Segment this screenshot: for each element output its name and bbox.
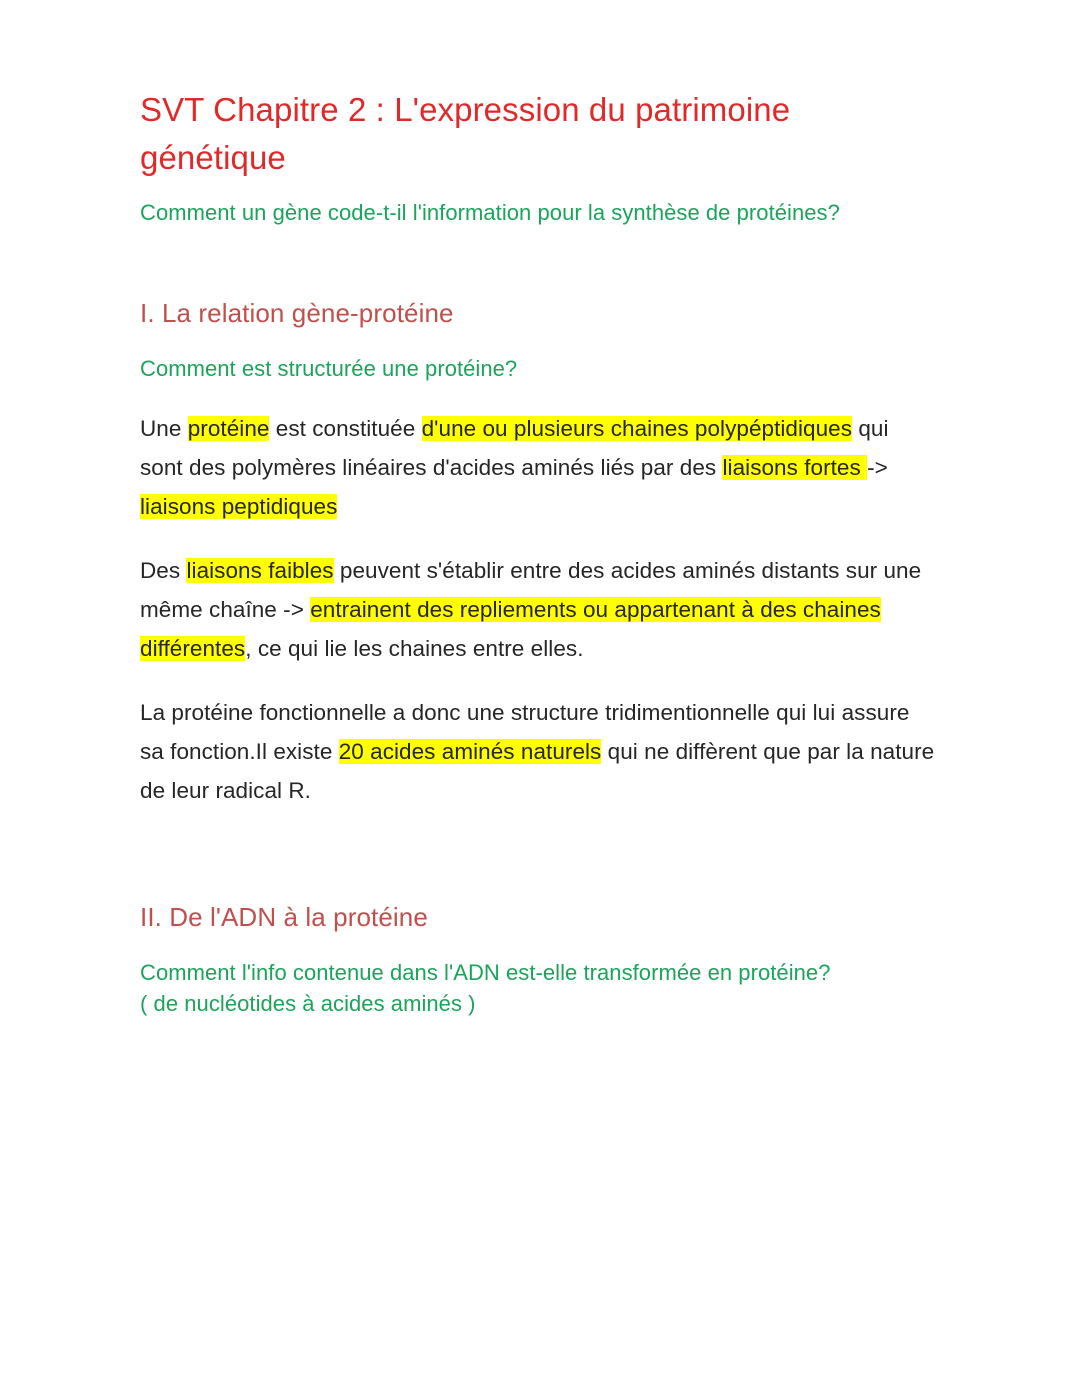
plain-text: peuvent s'établir entre des acides aminés distants sur une même chaîne -> [140, 558, 922, 623]
paragraph-weak-bonds [140, 552, 935, 668]
paragraph-protein-structure [140, 410, 935, 526]
section-relation-gene-proteine [140, 295, 935, 811]
highlighted-text: liaisons fortes [722, 455, 868, 480]
section-question-1: Comment est structurée une protéine? [140, 356, 518, 382]
highlighted-text: protéine [187, 416, 270, 442]
highlighted-text: d'une ou plusieurs chaines polypéptidiques [421, 416, 853, 442]
section-question-2-line-2: ( de nucléotides à acides aminés ) [140, 991, 476, 1017]
plain-text: -> [867, 455, 888, 480]
plain-text: La protéine fonctionnelle a donc une structure tridimentionnelle qui lui assure sa fonction.Il existe [140, 700, 910, 765]
plain-text: qui ne diffèrent que par la nature de leur radical R. [140, 739, 935, 803]
highlighted-text: 20 acides aminés naturels [338, 739, 602, 765]
section-heading-1: I. La relation gène-protéine [140, 297, 454, 328]
highlighted-text: liaisons peptidiques [140, 493, 338, 519]
section-heading-2: II. De l'ADN à la protéine [140, 901, 428, 932]
highlighted-text: liaisons faibles [186, 558, 334, 584]
spacer [140, 229, 935, 295]
paragraph-amino-acids [140, 694, 935, 810]
plain-text: Des [140, 558, 187, 584]
spacer [140, 811, 935, 899]
highlighted-text: entrainent des repliements ou appartenant à des chaines différentes [140, 597, 881, 661]
plain-text: Une [140, 416, 188, 442]
plain-text: est constituée [269, 416, 422, 442]
lead-question: Comment un gène code-t-il l'information pour la synthèse de protéines? [140, 199, 840, 225]
plain-text: , ce qui lie les chaines entre elles. [245, 635, 584, 661]
section-adn-to-proteine [140, 899, 935, 1020]
page-title: SVT Chapitre 2 : L'expression du patrimoine génétique [140, 91, 791, 176]
section-question-2-line-1: Comment l'info contenue dans l'ADN est-elle transformée en protéine? [140, 959, 831, 985]
plain-text: qui sont des polymères linéaires d'acides aminés liés par des [140, 416, 889, 480]
